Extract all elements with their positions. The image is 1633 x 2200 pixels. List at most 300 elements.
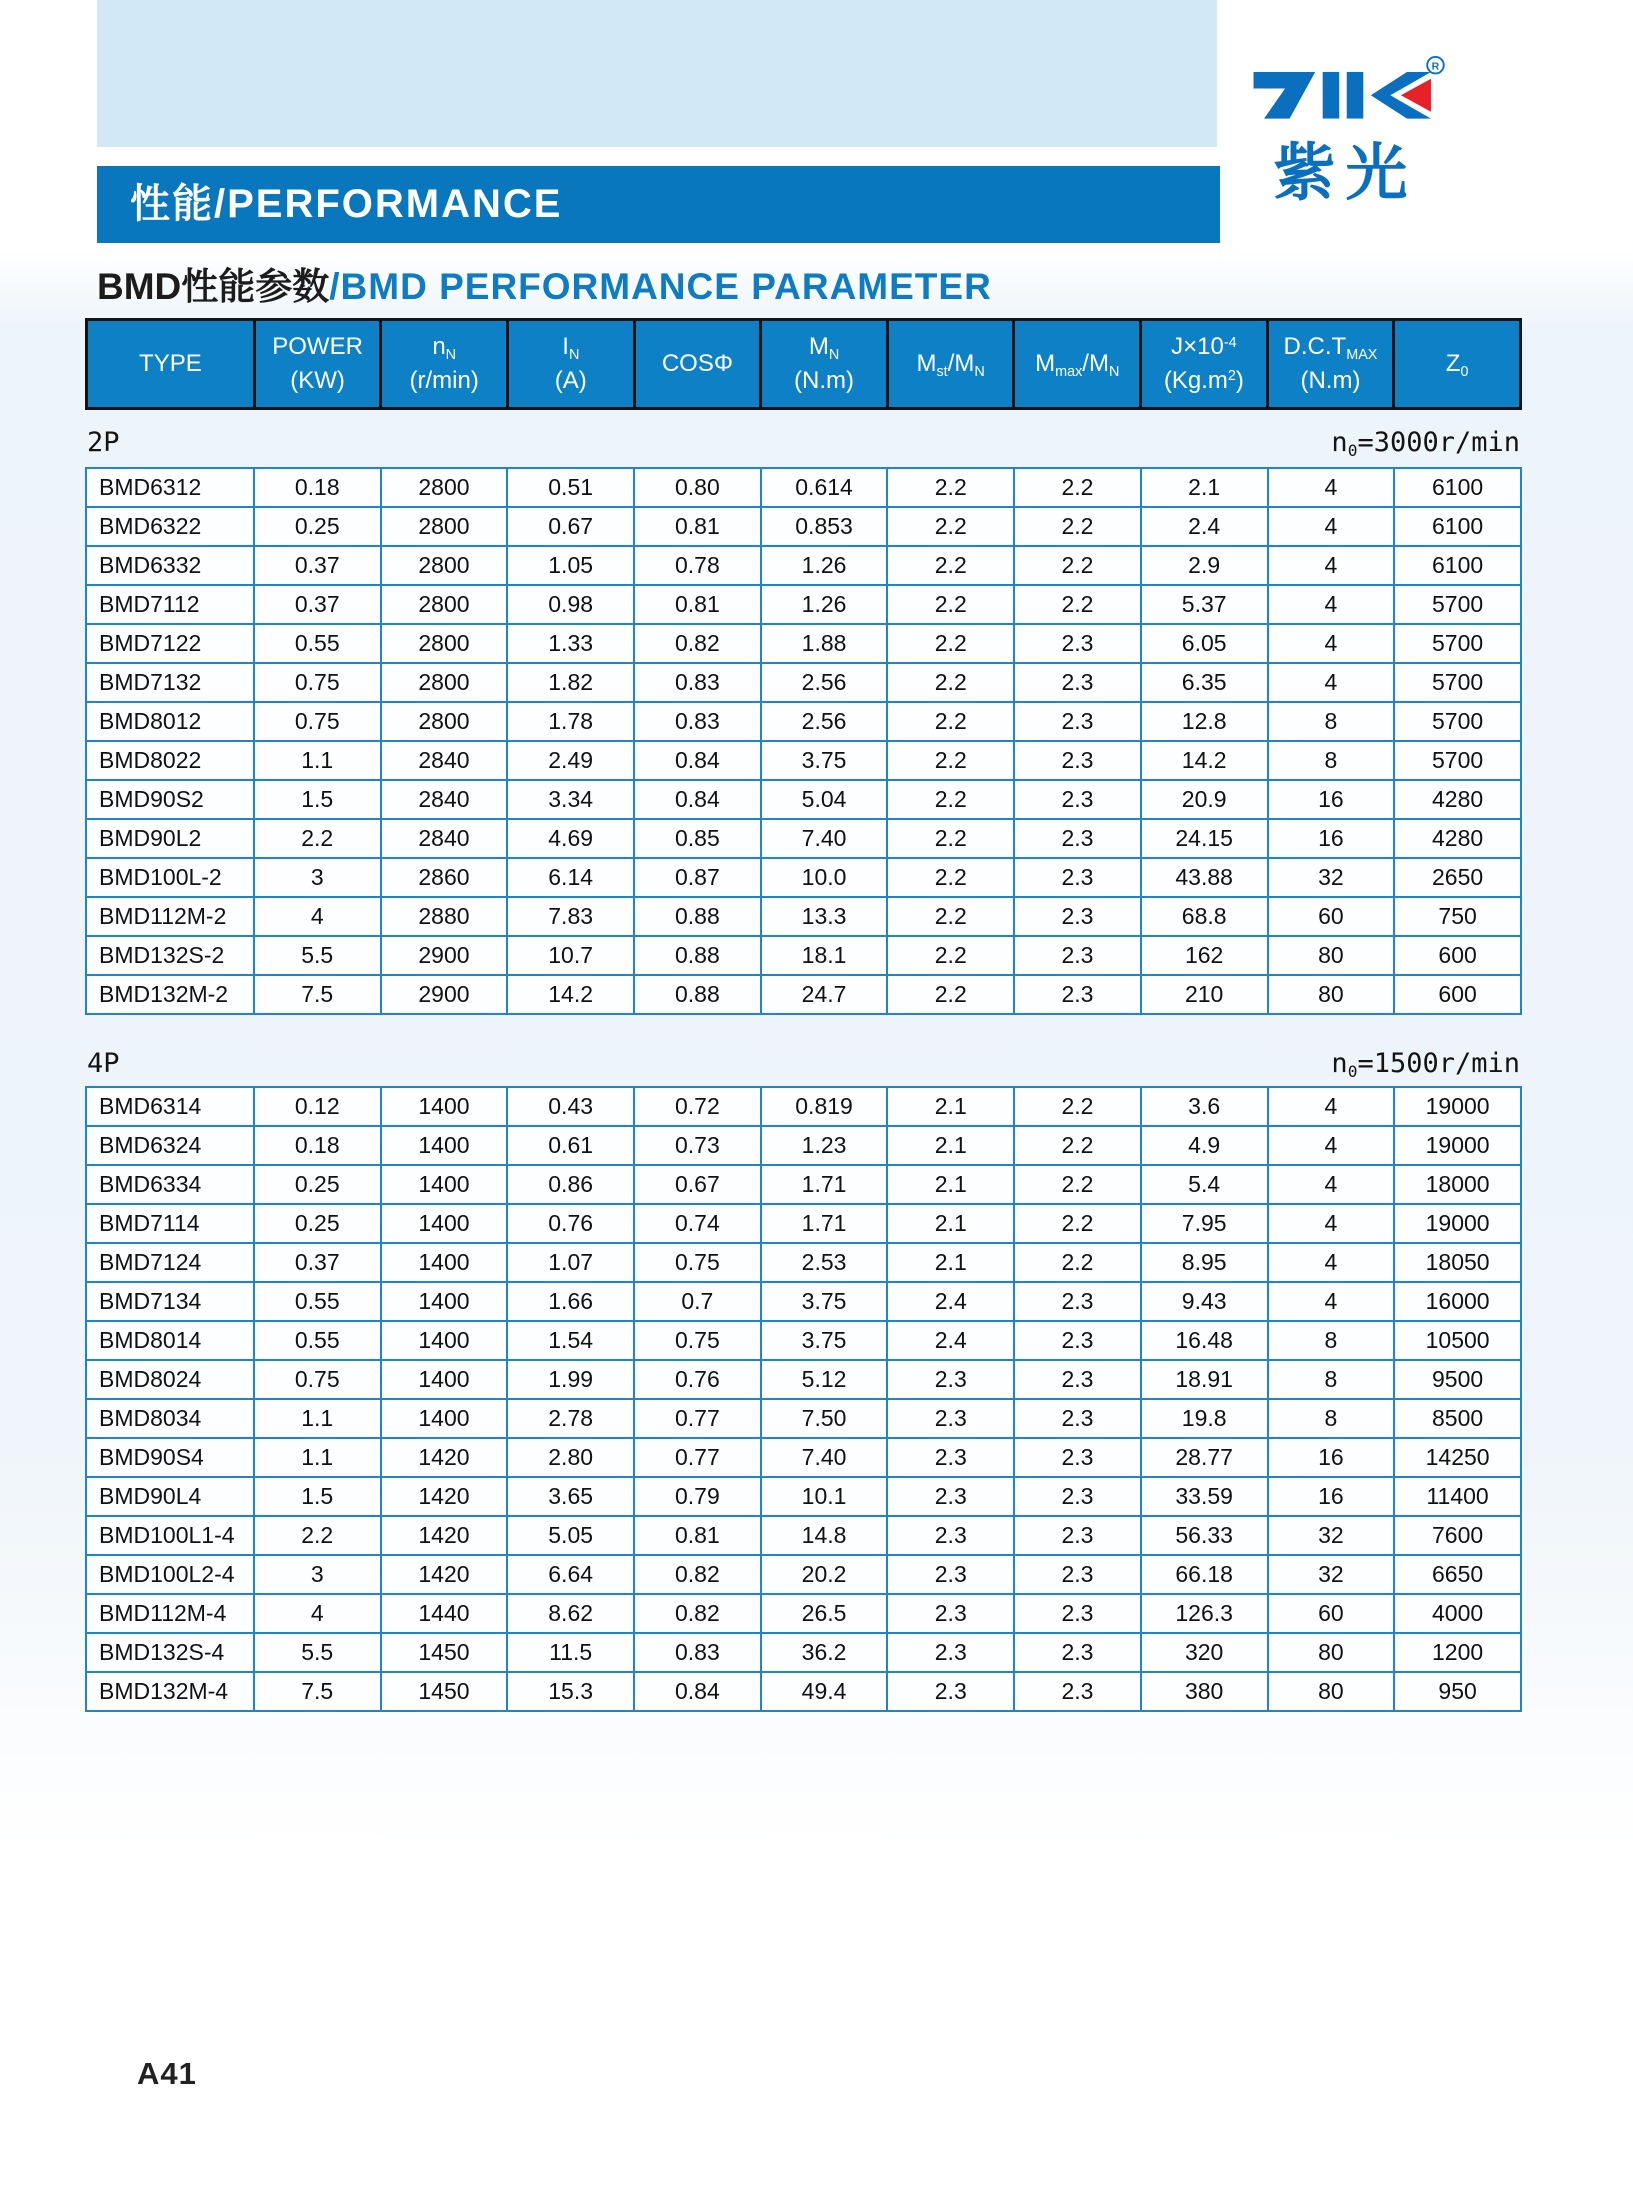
value-cell: 16000 [1394,1282,1521,1321]
value-cell: 2.3 [887,1477,1014,1516]
value-cell: 0.614 [761,468,888,507]
value-cell: 2.3 [1014,1282,1141,1321]
value-cell: 2.4 [887,1282,1014,1321]
value-cell: 2.3 [1014,975,1141,1014]
value-cell: 2.78 [507,1399,634,1438]
value-cell: 7600 [1394,1516,1521,1555]
value-cell: 19000 [1394,1126,1521,1165]
type-cell: BMD6324 [86,1126,254,1165]
value-cell: 7.40 [761,1438,888,1477]
value-cell: 2800 [381,468,508,507]
table-row [86,1594,1521,1633]
value-cell: 5.05 [507,1516,634,1555]
value-cell: 11400 [1394,1477,1521,1516]
value-cell: 2.2 [1014,546,1141,585]
type-cell: BMD90S2 [86,780,254,819]
value-cell: 1.07 [507,1243,634,1282]
table-row [86,1087,1521,1126]
value-cell: 1.33 [507,624,634,663]
column-header: $I_N$ (A) [508,320,635,409]
value-cell: 4280 [1394,780,1521,819]
value-cell: 0.77 [634,1399,761,1438]
value-cell: 2.3 [1014,1633,1141,1672]
value-cell: 2.2 [1014,1126,1141,1165]
type-cell: BMD6314 [86,1087,254,1126]
value-cell: 162 [1141,936,1268,975]
value-cell: 6650 [1394,1555,1521,1594]
value-cell: 0.84 [634,1672,761,1711]
value-cell: 1400 [381,1126,508,1165]
value-cell: 1.78 [507,702,634,741]
value-cell: 2.56 [761,702,888,741]
column-header: TYPE [87,320,255,409]
value-cell: 1.1 [254,741,381,780]
value-cell: 14.8 [761,1516,888,1555]
value-cell: 7.40 [761,819,888,858]
page-title [97,256,992,310]
value-cell: 56.33 [1141,1516,1268,1555]
table-row [86,702,1521,741]
table-area [85,318,1522,1712]
value-cell: 2.3 [887,1555,1014,1594]
value-cell: 6100 [1394,507,1521,546]
value-cell: 32 [1268,1555,1395,1594]
value-cell: 2.2 [1014,1243,1141,1282]
column-header: $M_{st}/M_N$ [887,320,1014,409]
value-cell: 8.62 [507,1594,634,1633]
value-cell: 1420 [381,1438,508,1477]
column-header: $n_N$ (r/min) [381,320,508,409]
value-cell: 6.35 [1141,663,1268,702]
value-cell: 1440 [381,1594,508,1633]
type-cell: BMD7114 [86,1204,254,1243]
value-cell: 1.26 [761,546,888,585]
value-cell: 4 [1268,1087,1395,1126]
type-cell: BMD7112 [86,585,254,624]
value-cell: 5700 [1394,585,1521,624]
value-cell: 0.18 [254,1126,381,1165]
value-cell: 2.3 [1014,1555,1141,1594]
value-cell: 2.3 [1014,858,1141,897]
value-cell: 2.2 [887,702,1014,741]
value-cell: 6100 [1394,468,1521,507]
value-cell: 2.2 [887,663,1014,702]
page-title-english: /BMD PERFORMANCE PARAMETER [329,266,992,307]
table-row [86,741,1521,780]
value-cell: 2.2 [887,780,1014,819]
type-cell: BMD90S4 [86,1438,254,1477]
value-cell: 14.2 [1141,741,1268,780]
table-row [86,858,1521,897]
value-cell: 4.9 [1141,1126,1268,1165]
value-cell: 0.87 [634,858,761,897]
page-number: A41 [137,2056,197,2091]
value-cell: 0.55 [254,1282,381,1321]
table-row [86,468,1521,507]
value-cell: 1400 [381,1204,508,1243]
value-cell: 18.91 [1141,1360,1268,1399]
value-cell: 750 [1394,897,1521,936]
value-cell: 16 [1268,1477,1395,1516]
value-cell: 1.54 [507,1321,634,1360]
value-cell: 210 [1141,975,1268,1014]
value-cell: 2.3 [1014,741,1141,780]
value-cell: 2.2 [254,1516,381,1555]
value-cell: 0.81 [634,507,761,546]
value-cell: 36.2 [761,1633,888,1672]
value-cell: 1.71 [761,1204,888,1243]
value-cell: 3.6 [1141,1087,1268,1126]
value-cell: 11.5 [507,1633,634,1672]
value-cell: 0.76 [507,1204,634,1243]
value-cell: 1400 [381,1243,508,1282]
value-cell: 5.5 [254,936,381,975]
value-cell: 3.34 [507,780,634,819]
value-cell: 2.3 [1014,663,1141,702]
table-row [86,585,1521,624]
value-cell: 0.79 [634,1477,761,1516]
value-cell: 0.7 [634,1282,761,1321]
brand-logo [1238,50,1453,208]
value-cell: 2840 [381,819,508,858]
value-cell: 1400 [381,1282,508,1321]
value-cell: 60 [1268,1594,1395,1633]
value-cell: 18050 [1394,1243,1521,1282]
type-cell: BMD112M-4 [86,1594,254,1633]
value-cell: 16 [1268,819,1395,858]
value-cell: 0.88 [634,897,761,936]
value-cell: 2800 [381,663,508,702]
column-header: $J\times 10^{-4}$ $(Kg.m^2)$ [1141,320,1268,409]
type-cell: BMD7124 [86,1243,254,1282]
value-cell: 1.23 [761,1126,888,1165]
value-cell: 2.2 [887,897,1014,936]
value-cell: 0.61 [507,1126,634,1165]
value-cell: 600 [1394,975,1521,1014]
value-cell: 5700 [1394,624,1521,663]
type-cell: BMD112M-2 [86,897,254,936]
value-cell: 1420 [381,1477,508,1516]
column-header: $D.C.T_{MAX}$ (N.m) [1267,320,1394,409]
value-cell: 2.2 [887,819,1014,858]
value-cell: 2.2 [887,507,1014,546]
type-cell: BMD100L2-4 [86,1555,254,1594]
table-row [86,1672,1521,1711]
value-cell: 2.80 [507,1438,634,1477]
value-cell: 4 [1268,468,1395,507]
value-cell: 14250 [1394,1438,1521,1477]
column-header: $M_{max}/M_N$ [1014,320,1141,409]
value-cell: 1.88 [761,624,888,663]
section-banner [97,166,1220,243]
value-cell: 2.3 [1014,1516,1141,1555]
column-header: COSΦ [634,320,761,409]
value-cell: 4 [1268,546,1395,585]
value-cell: 2.2 [887,741,1014,780]
value-cell: 32 [1268,1516,1395,1555]
value-cell: 32 [1268,858,1395,897]
value-cell: 0.37 [254,1243,381,1282]
value-cell: 7.95 [1141,1204,1268,1243]
value-cell: 600 [1394,936,1521,975]
header-decorative-block [97,0,1217,147]
type-cell: BMD132M-4 [86,1672,254,1711]
table-row [86,936,1521,975]
value-cell: 4 [1268,663,1395,702]
table-row [86,1477,1521,1516]
column-header: $M_N$ (N.m) [761,320,888,409]
value-cell: 2.3 [887,1633,1014,1672]
value-cell: 0.43 [507,1087,634,1126]
value-cell: 2.2 [254,819,381,858]
value-cell: 0.75 [634,1243,761,1282]
table-row [86,1516,1521,1555]
value-cell: 26.5 [761,1594,888,1633]
value-cell: 0.76 [634,1360,761,1399]
value-cell: 4000 [1394,1594,1521,1633]
value-cell: 0.25 [254,507,381,546]
value-cell: 2.3 [1014,1477,1141,1516]
type-cell: BMD132S-4 [86,1633,254,1672]
value-cell: 2.2 [1014,507,1141,546]
table-row [86,1555,1521,1594]
value-cell: 5.4 [1141,1165,1268,1204]
value-cell: 0.86 [507,1165,634,1204]
value-cell: 2800 [381,585,508,624]
table-row [86,780,1521,819]
value-cell: 0.85 [634,819,761,858]
table-row [86,1360,1521,1399]
value-cell: 0.67 [507,507,634,546]
value-cell: 68.8 [1141,897,1268,936]
column-header-row [87,320,1521,409]
value-cell: 4 [254,897,381,936]
value-cell: 1.26 [761,585,888,624]
value-cell: 4 [1268,624,1395,663]
value-cell: 10.0 [761,858,888,897]
value-cell: 0.25 [254,1165,381,1204]
value-cell: 1.1 [254,1438,381,1477]
value-cell: 2840 [381,780,508,819]
performance-table-2p [85,467,1522,1015]
value-cell: 1.66 [507,1282,634,1321]
value-cell: 0.75 [254,702,381,741]
value-cell: 1420 [381,1516,508,1555]
value-cell: 0.83 [634,1633,761,1672]
table-row [86,1243,1521,1282]
value-cell: 5.5 [254,1633,381,1672]
value-cell: 10.7 [507,936,634,975]
performance-table-4p [85,1086,1522,1712]
table-row [86,624,1521,663]
value-cell: 0.74 [634,1204,761,1243]
value-cell: 1450 [381,1633,508,1672]
value-cell: 5.04 [761,780,888,819]
table-row [86,1321,1521,1360]
value-cell: 2.4 [887,1321,1014,1360]
value-cell: 1.05 [507,546,634,585]
table-sections [85,424,1522,1712]
value-cell: 2.3 [1014,1360,1141,1399]
type-cell: BMD7132 [86,663,254,702]
value-cell: 1.5 [254,1477,381,1516]
value-cell: 5700 [1394,702,1521,741]
value-cell: 2.3 [1014,819,1141,858]
section-speed-note: $n_0=3000r/\min$ [1331,426,1520,461]
value-cell: 2.2 [887,858,1014,897]
type-cell: BMD8012 [86,702,254,741]
value-cell: 0.25 [254,1204,381,1243]
value-cell: 2.1 [887,1087,1014,1126]
value-cell: 0.72 [634,1087,761,1126]
value-cell: 2.3 [1014,624,1141,663]
value-cell: 7.50 [761,1399,888,1438]
value-cell: 0.55 [254,624,381,663]
value-cell: 4 [1268,1204,1395,1243]
value-cell: 0.37 [254,585,381,624]
table-row [86,1399,1521,1438]
value-cell: 20.2 [761,1555,888,1594]
value-cell: 1400 [381,1165,508,1204]
brand-name-chinese: 紫光 [1273,139,1418,208]
value-cell: 0.81 [634,585,761,624]
table-row [86,975,1521,1014]
value-cell: 2800 [381,546,508,585]
value-cell: 1400 [381,1360,508,1399]
value-cell: 8 [1268,1360,1395,1399]
value-cell: 2.2 [1014,468,1141,507]
value-cell: 2900 [381,975,508,1014]
value-cell: 1420 [381,1555,508,1594]
value-cell: 0.78 [634,546,761,585]
table-row [86,819,1521,858]
value-cell: 2800 [381,702,508,741]
value-cell: 2.2 [887,546,1014,585]
value-cell: 1.1 [254,1399,381,1438]
column-header: POWER (KW) [254,320,381,409]
table-row [86,663,1521,702]
table-row [86,1633,1521,1672]
value-cell: 1200 [1394,1633,1521,1672]
value-cell: 0.98 [507,585,634,624]
value-cell: 0.18 [254,468,381,507]
value-cell: 380 [1141,1672,1268,1711]
table-row [86,507,1521,546]
type-cell: BMD6332 [86,546,254,585]
value-cell: 0.84 [634,741,761,780]
value-cell: 80 [1268,1672,1395,1711]
value-cell: 0.83 [634,663,761,702]
type-cell: BMD6334 [86,1165,254,1204]
value-cell: 8.95 [1141,1243,1268,1282]
value-cell: 3 [254,858,381,897]
value-cell: 19.8 [1141,1399,1268,1438]
value-cell: 126.3 [1141,1594,1268,1633]
value-cell: 0.853 [761,507,888,546]
value-cell: 5700 [1394,663,1521,702]
parameter-header-table [85,318,1522,410]
value-cell: 2.3 [887,1399,1014,1438]
value-cell: 2.1 [887,1165,1014,1204]
value-cell: 33.59 [1141,1477,1268,1516]
table-row [86,897,1521,936]
value-cell: 1.5 [254,780,381,819]
value-cell: 1400 [381,1399,508,1438]
value-cell: 60 [1268,897,1395,936]
value-cell: 2.3 [887,1438,1014,1477]
type-cell: BMD8022 [86,741,254,780]
value-cell: 19000 [1394,1087,1521,1126]
value-cell: 2.2 [1014,1204,1141,1243]
value-cell: 4 [1268,1243,1395,1282]
value-cell: 2900 [381,936,508,975]
value-cell: 8 [1268,741,1395,780]
value-cell: 2.3 [887,1360,1014,1399]
value-cell: 0.12 [254,1087,381,1126]
value-cell: 2.56 [761,663,888,702]
type-cell: BMD90L4 [86,1477,254,1516]
value-cell: 2.2 [1014,1165,1141,1204]
type-cell: BMD8034 [86,1399,254,1438]
value-cell: 2.9 [1141,546,1268,585]
value-cell: 18.1 [761,936,888,975]
value-cell: 9500 [1394,1360,1521,1399]
value-cell: 2800 [381,624,508,663]
section-header [85,1045,1522,1081]
value-cell: 3.65 [507,1477,634,1516]
type-cell: BMD6322 [86,507,254,546]
value-cell: 4 [1268,1165,1395,1204]
value-cell: 2.49 [507,741,634,780]
type-cell: BMD132S-2 [86,936,254,975]
value-cell: 28.77 [1141,1438,1268,1477]
value-cell: 5.37 [1141,585,1268,624]
value-cell: 43.88 [1141,858,1268,897]
value-cell: 2.3 [1014,1672,1141,1711]
value-cell: 0.82 [634,624,761,663]
value-cell: 12.8 [1141,702,1268,741]
value-cell: 2.3 [1014,897,1141,936]
value-cell: 2.2 [887,585,1014,624]
type-cell: BMD7134 [86,1282,254,1321]
value-cell: 2840 [381,741,508,780]
value-cell: 5700 [1394,741,1521,780]
value-cell: 2.1 [887,1204,1014,1243]
value-cell: 80 [1268,975,1395,1014]
value-cell: 1.82 [507,663,634,702]
type-cell: BMD8024 [86,1360,254,1399]
value-cell: 4 [254,1594,381,1633]
value-cell: 0.82 [634,1594,761,1633]
value-cell: 2.3 [1014,1438,1141,1477]
type-cell: BMD90L2 [86,819,254,858]
value-cell: 2.2 [887,975,1014,1014]
table-row [86,1204,1521,1243]
type-cell: BMD132M-2 [86,975,254,1014]
value-cell: 66.18 [1141,1555,1268,1594]
value-cell: 2.1 [887,1243,1014,1282]
value-cell: 18000 [1394,1165,1521,1204]
table-row [86,1126,1521,1165]
value-cell: 8 [1268,1321,1395,1360]
type-cell: BMD6312 [86,468,254,507]
section-header [85,424,1522,460]
value-cell: 16 [1268,1438,1395,1477]
type-cell: BMD100L1-4 [86,1516,254,1555]
value-cell: 0.51 [507,468,634,507]
value-cell: 2.3 [1014,1594,1141,1633]
value-cell: 13.3 [761,897,888,936]
